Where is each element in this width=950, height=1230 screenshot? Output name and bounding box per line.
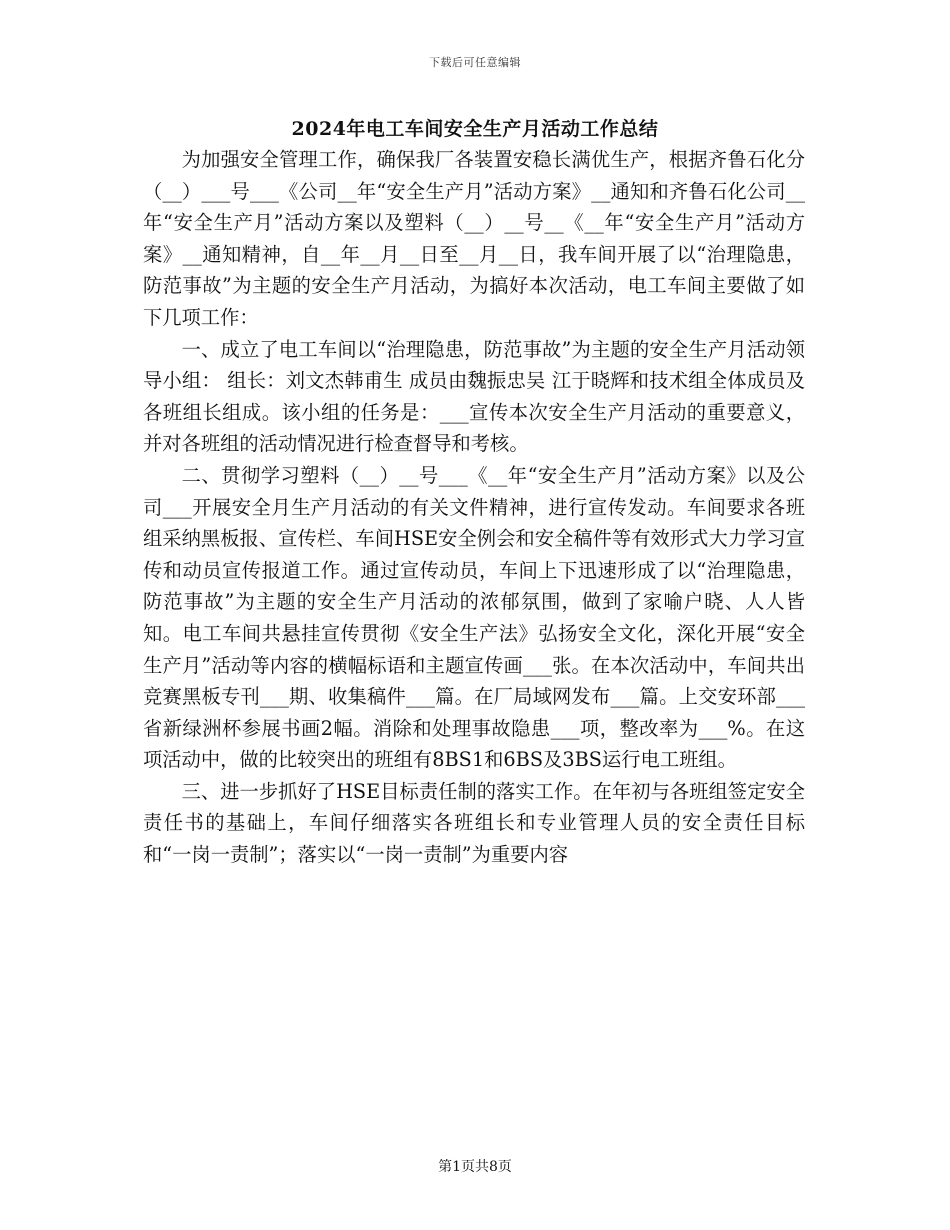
document-title: 2024年电工车间安全生产月活动工作总结 xyxy=(291,118,659,140)
paragraph-section-1: 一、成立了电工车间以“治理隐患，防范事故”为主题的安全生产月活动领导小组： 组长：刘文杰韩甫生 成员由魏振忠吴 江于晓辉和技术组全体成员及各班组长组成。该小组的任务是：___宣传本次安全生产月活动的重要意义，并对各班组的活动情况进行检查督导和考核。 xyxy=(143,337,805,456)
paragraph-section-2: 二、贯彻学习塑料（__）__号___《__年“安全生产月”活动方案》以及公司___开展安全月生产月活动的有关文件精神，进行宣传发动。车间要求各班组采纳黑板报、宣传栏、车间HSE安全例会和安全稿件等有效形式大力学习宣传和动员宣传报道工作。通过宣传动员，车间上下迅速形成了以“治理隐患，防范事故”为主题的安全生产月活动的浓郁氛围，做到了家喻户晓、人人皆知。电工车间共悬挂宣传贯彻《安全生产法》弘扬安全文化，深化开展“安全生产月”活动等内容的横幅标语和主题宣传画___张。在本次活动中，车间共出竞赛黑板专刊___期、收集稿件___篇。在厂局域网发布___篇。上交安环部___省新绿洲杯参展书画2幅。消除和处理事故隐患___项，整改率为___%。在这项活动中，做的比较突出的班组有8BS1和6BS及3BS运行电工班组。 xyxy=(143,463,805,772)
header-note: 下载后可任意编辑 xyxy=(429,56,521,69)
paragraph-intro: 为加强安全管理工作，确保我厂各装置安稳长满优生产，根据齐鲁石化分（__）___号___《公司__年“安全生产月”活动方案》__通知和齐鲁石化公司__年“安全生产月”活动方案以及塑料（__）__号__《__年“安全生产月”活动方案》__通知精神，自__年__月__日至__月__日，我车间开展了以“治理隐患，防范事故”为主题的安全生产月活动，为搞好本次活动，电工车间主要做了如下几项工作： xyxy=(143,148,805,329)
page-number-footer: 第1页共8页 xyxy=(438,1159,512,1175)
document-body xyxy=(143,144,805,871)
paragraph-section-3: 三、进一步抓好了HSE目标责任制的落实工作。在年初与各班组签定安全责任书的基础上，车间仔细落实各班组长和专业管理人员的安全责任目标和“一岗一责制”；落实以“一岗一责制”为重要内容 xyxy=(143,779,805,867)
